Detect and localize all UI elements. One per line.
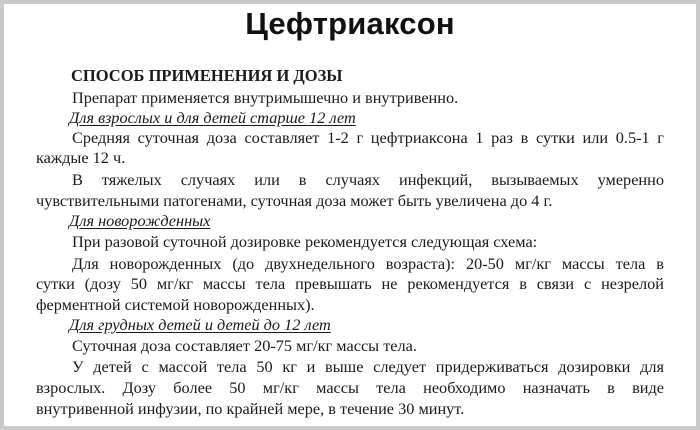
infants-adult-dose-line-1: У детей с массой тела 50 кг и выше следует придерживаться дозировки для	[72, 357, 664, 376]
infants-dose-line: Суточная доза составляет 20-75 мг/кг массы тела.	[72, 336, 417, 355]
newborn-dose-line-3: ферментной системой новорожденных).	[36, 295, 315, 314]
newborn-scheme-line: При разовой суточной дозировке рекомендуется следующая схема:	[72, 232, 538, 251]
adults-severe-line-2: чувствительными патогенами, суточная доза может быть увеличена до 4 г.	[36, 191, 553, 210]
adults-heading: Для взрослых и для детей старше 12 лет	[69, 108, 356, 127]
infants-heading: Для грудных детей и детей до 12 лет	[69, 315, 331, 334]
infants-adult-dose-line-2: взрослых. Дозу более 50 мг/кг массы тела необходимо назначать в виде	[36, 378, 664, 397]
newborn-heading: Для новорожденных	[69, 211, 211, 230]
adults-severe-line-1: В тяжелых случаях или в случаях инфекций, вызываемых умеренно	[72, 170, 664, 189]
infants-adult-dose-line-3: внутривенной инфузии, по крайней мере, в течение 30 минут.	[36, 399, 465, 418]
section-heading: СПОСОБ ПРИМЕНЕНИЯ И ДОЗЫ	[71, 66, 343, 85]
intro-line: Препарат применяется внутримышечно и внутривенно.	[72, 88, 459, 107]
newborn-dose-line-1: Для новорожденных (до двухнедельного возраста): 20-50 мг/кг массы тела в	[72, 254, 664, 273]
page-title: Цефтриаксон	[245, 6, 455, 41]
adults-dose-line-1: Средняя суточная доза составляет 1-2 г цефтриаксона 1 раз в сутки или 0.5-1 г	[72, 128, 664, 147]
adults-dose-line-2: каждые 12 ч.	[36, 148, 126, 167]
newborn-dose-line-2: сутки (дозу 50 мг/кг массы тела превышать не рекомендуется в связи с незрелой	[36, 274, 664, 293]
